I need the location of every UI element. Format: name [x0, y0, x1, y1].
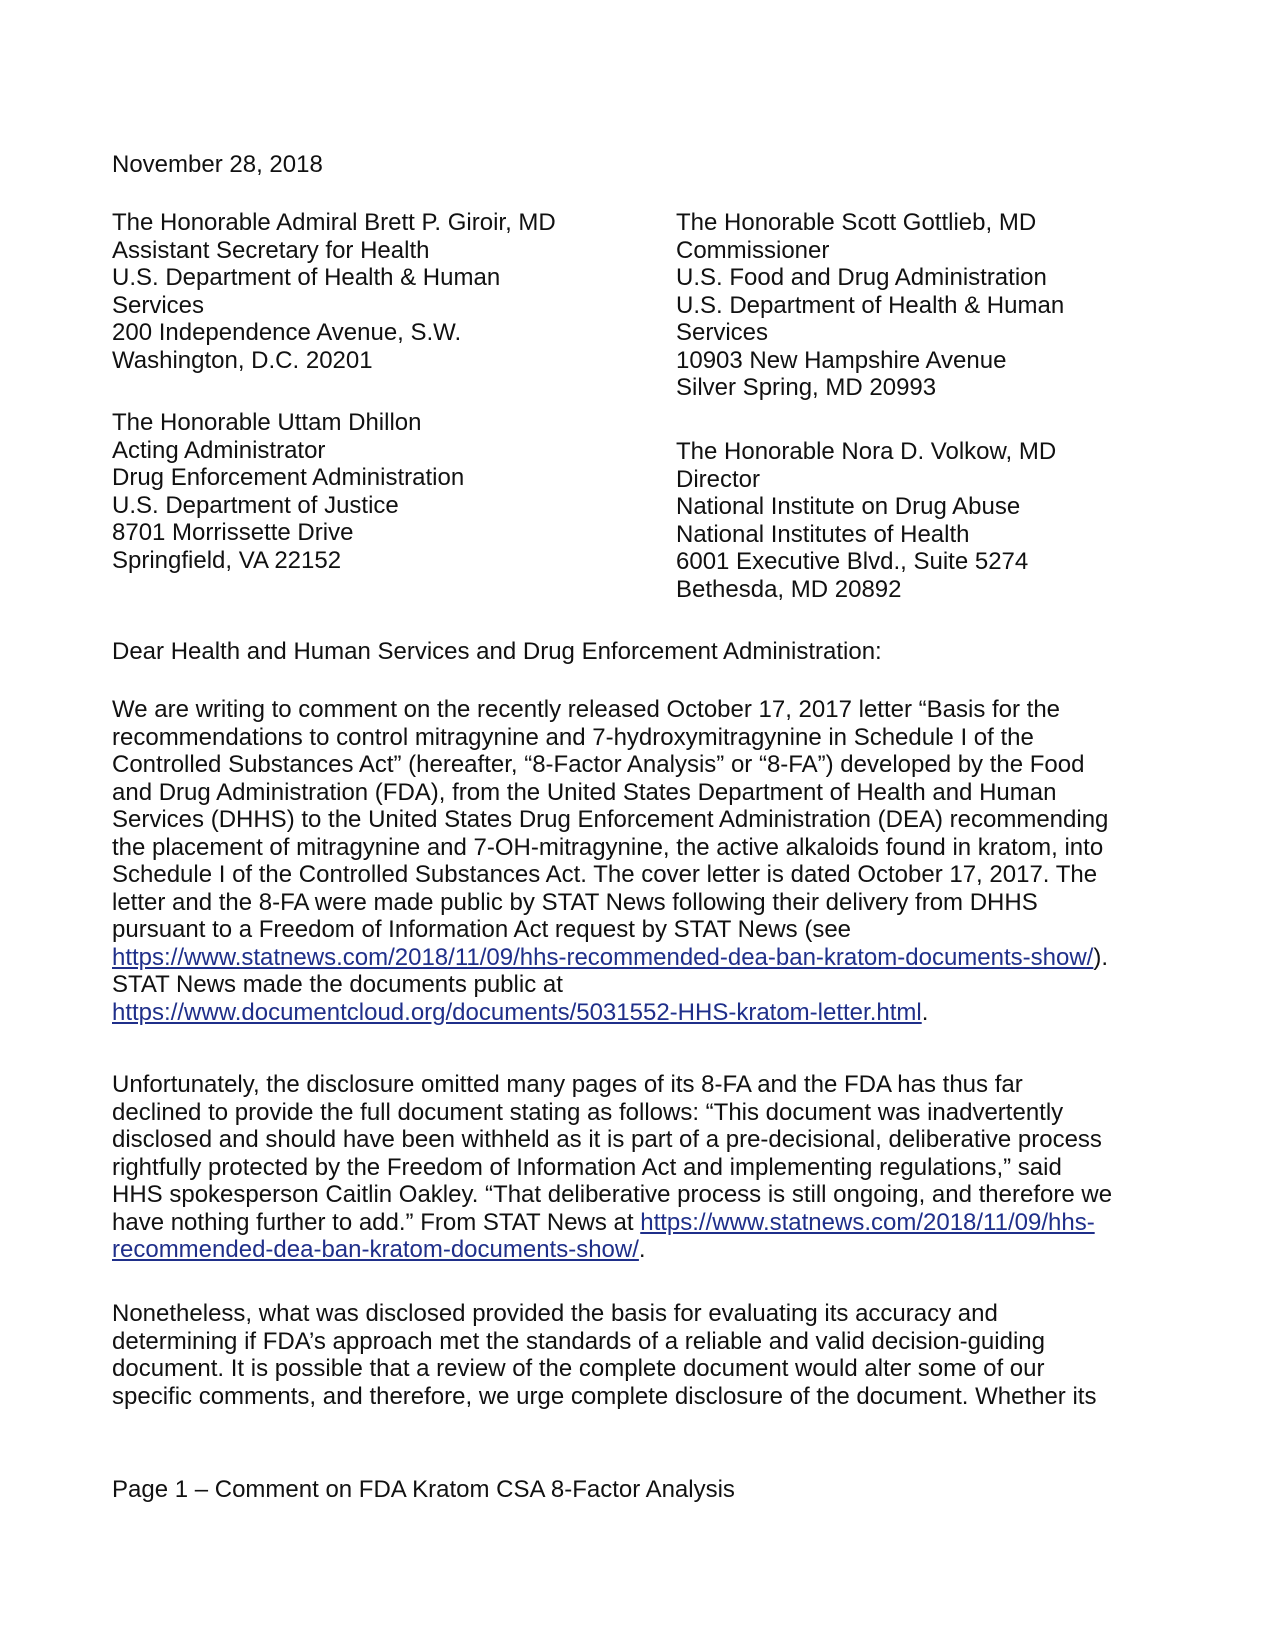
paragraph-line: specific comments, and therefore, we urge complete disclosure of the document. Whether its	[112, 1382, 1097, 1410]
address-line: Services	[112, 291, 205, 319]
statnews-link-part-1[interactable]: https://www.statnews.com/2018/11/09/hhs-	[640, 1208, 1095, 1236]
address-line: 200 Independence Avenue, S.W.	[112, 319, 462, 346]
body-paragraph-2	[112, 1071, 1172, 1264]
page-footer: Page 1 – Comment on FDA Kratom CSA 8-Factor Analysis	[112, 1476, 735, 1503]
paragraph-line: Unfortunately, the disclosure omitted many pages of its 8-FA and the FDA has thus far	[112, 1071, 1023, 1098]
address-line: The Honorable Uttam Dhillon	[112, 409, 422, 436]
recipient-address-dhillon	[112, 409, 612, 574]
punctuation: ).	[1093, 943, 1109, 971]
address-line: 8701 Morrissette Drive	[112, 519, 354, 546]
address-line: Bethesda, MD 20892	[676, 575, 902, 603]
paragraph-line	[112, 1209, 1172, 1237]
address-line: Director	[676, 465, 761, 493]
recipient-address-giroir	[112, 209, 612, 374]
paragraph-line: document. It is possible that a review of the complete document would alter some of our	[112, 1355, 1045, 1382]
paragraph-line: disclosed and should have been withheld as it is part of a pre-decisional, deliberative process	[112, 1126, 1102, 1153]
address-line: The Honorable Nora D. Volkow, MD	[676, 438, 1057, 465]
address-line: Commissioner	[676, 236, 830, 264]
paragraph-line: Schedule I of the Controlled Substances Act. The cover letter is dated October 17, 2017. The	[112, 861, 1098, 888]
paragraph-line: pursuant to a Freedom of Information Act request by STAT News (see	[112, 916, 852, 943]
address-line: U.S. Department of Justice	[112, 491, 399, 519]
paragraph-line: and Drug Administration (FDA), from the United States Department of Health and Human	[112, 778, 1057, 806]
paragraph-line	[112, 999, 1172, 1027]
address-line: Springfield, VA 22152	[112, 546, 342, 574]
address-line: 6001 Executive Blvd., Suite 5274	[676, 548, 1029, 575]
paragraph-line: the placement of mitragynine and 7-OH-mitragynine, the active alkaloids found in kratom, into	[112, 833, 1104, 861]
paragraph-line	[112, 1236, 1172, 1264]
paragraph-text: have nothing further to add.” From STAT News at	[112, 1208, 641, 1236]
address-line: Washington, D.C. 20201	[112, 346, 373, 374]
address-line: National Institutes of Health	[676, 520, 970, 548]
address-line: National Institute on Drug Abuse	[676, 493, 1021, 520]
salutation: Dear Health and Human Services and Drug Enforcement Administration:	[112, 638, 882, 665]
address-line: Drug Enforcement Administration	[112, 464, 465, 491]
paragraph-line	[112, 944, 1172, 972]
recipient-address-volkow	[676, 438, 1176, 603]
address-line: Services	[676, 319, 769, 346]
recipient-address-gottlieb	[676, 209, 1176, 402]
address-line: U.S. Department of Health & Human	[112, 264, 501, 291]
paragraph-line: recommendations to control mitragynine and 7-hydroxymitragynine in Schedule I of the	[112, 723, 1034, 751]
body-paragraph-3	[112, 1300, 1172, 1410]
address-line: Acting Administrator	[112, 436, 326, 464]
address-line: U.S. Department of Health & Human	[676, 291, 1065, 319]
statnews-link[interactable]: https://www.statnews.com/2018/11/09/hhs-recommended-dea-ban-kratom-documents-show/	[112, 943, 1094, 971]
address-line: The Honorable Admiral Brett P. Giroir, MD	[112, 209, 556, 236]
address-line: The Honorable Scott Gottlieb, MD	[676, 209, 1037, 236]
documentcloud-link[interactable]: https://www.documentcloud.org/documents/5031552-HHS-kratom-letter.html	[112, 998, 922, 1026]
punctuation: .	[921, 998, 929, 1026]
paragraph-line: STAT News made the documents public at	[112, 971, 563, 998]
punctuation: .	[638, 1236, 646, 1263]
paragraph-line: We are writing to comment on the recently released October 17, 2017 letter “Basis for the	[112, 696, 1061, 723]
letter-date: November 28, 2018	[112, 151, 323, 178]
paragraph-line: HHS spokesperson Caitlin Oakley. “That deliberative process is still ongoing, and therefore we	[112, 1181, 1113, 1208]
statnews-link-part-2[interactable]: recommended-dea-ban-kratom-documents-show/	[112, 1236, 639, 1263]
address-line: Assistant Secretary for Health	[112, 236, 430, 264]
address-line: 10903 New Hampshire Avenue	[676, 346, 1007, 374]
paragraph-line: determining if FDA’s approach met the standards of a reliable and valid decision-guiding	[112, 1327, 1045, 1355]
paragraph-line: letter and the 8-FA were made public by STAT News following their delivery from DHHS	[112, 888, 1038, 916]
paragraph-line: rightfully protected by the Freedom of Information Act and implementing regulations,” said	[112, 1153, 1062, 1181]
paragraph-line: Services (DHHS) to the United States Drug Enforcement Administration (DEA) recommending	[112, 806, 1109, 833]
paragraph-line: declined to provide the full document stating as follows: “This document was inadvertently	[112, 1098, 1064, 1126]
paragraph-line: Controlled Substances Act” (hereafter, “8-Factor Analysis” or “8-FA”) developed by the Food	[112, 751, 1085, 778]
paragraph-line: Nonetheless, what was disclosed provided the basis for evaluating its accuracy and	[112, 1300, 998, 1327]
body-paragraph-1	[112, 696, 1172, 1026]
address-line: U.S. Food and Drug Administration	[676, 264, 1047, 291]
address-line: Silver Spring, MD 20993	[676, 374, 937, 401]
